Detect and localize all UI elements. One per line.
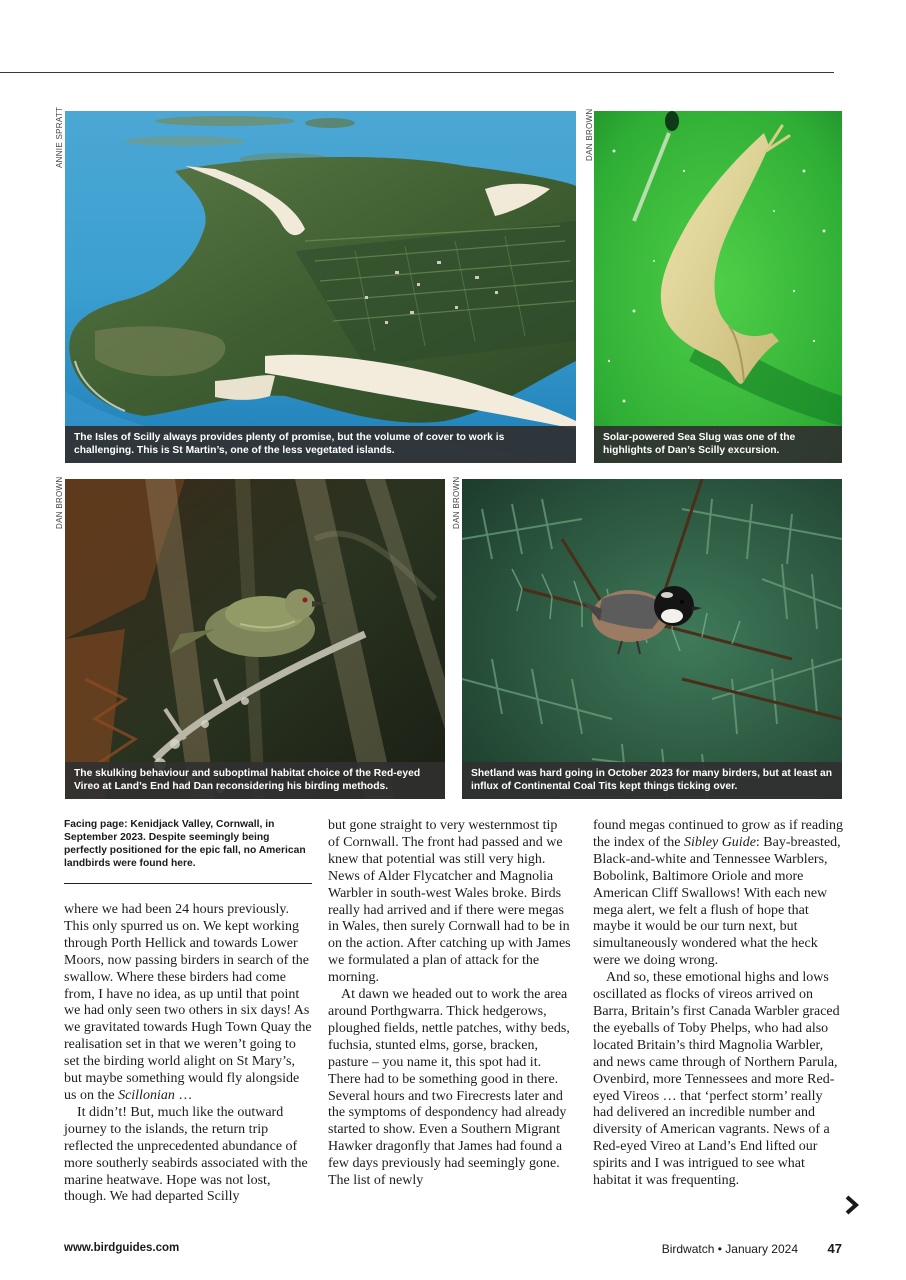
photo-credit-scilly: ANNIE SPRATT	[55, 106, 64, 168]
footer-website: www.birdguides.com	[64, 1242, 180, 1254]
article-column-3	[593, 818, 843, 1190]
article-column-1	[64, 902, 314, 1206]
photo-credit-sea-slug: DAN BROWN	[585, 108, 594, 161]
paragraph: And so, these emotional highs and lows oscillated as flocks of vireos arrived on Barra, Britain’s first Canada Warbler graced the eyeballs of Toby Phelps, who had also located Britain’s third Magnolia Warbler, and news came through of Northern Parula, Ovenbird, more Tennessees and more Red-eyed Vireos … that ‘perfect storm’ really had delivered an incredible number and diversity of American vagrants. News of a Red-eyed Vireo at Land’s End lifted our spirits and I was intrigued to see what habitat it was frequenting.	[593, 970, 840, 1189]
photo-credit-vireo: DAN BROWN	[55, 476, 64, 529]
vireo-photo	[65, 479, 445, 799]
sea-slug-caption: Solar-powered Sea Slug was one of the highlights of Dan’s Scilly excursion.	[594, 426, 842, 463]
paragraph	[64, 902, 314, 1105]
coal-tit-photo	[462, 479, 842, 799]
footer-magazine-issue: Birdwatch • January 2024	[661, 1242, 798, 1256]
paragraph	[593, 818, 843, 970]
paragraph: At dawn we headed out to work the area around Porthgwarra. Thick hedgerows, ploughed fields, nettle patches, withy beds, fuchsia, stunted elms, gorse, bracken, pasture – you name it, this spot had it. There had to be something good in there. Several hours and two Firecrests later and the symptoms of despondency had already started to show. Even a Southern Migrant Hawker dragonfly that James had found a few days previously had seemingly gone. The list of newly	[328, 987, 570, 1189]
vessel-name: Scillonian	[118, 1087, 175, 1103]
scilly-caption: The Isles of Scilly always provides plenty of promise, but the volume of cover to work is challenging. This is St Martin’s, one of the less vegetated islands.	[65, 426, 576, 463]
sea-slug-photo	[594, 111, 842, 463]
scilly-aerial-photo	[65, 111, 576, 463]
paragraph: It didn’t! But, much like the outward journey to the islands, the return trip reflected the unprecedented abundance of more southerly seabirds associated with the marine heatwave. Hope was not lost, though. We had departed Scilly	[64, 1104, 308, 1205]
paragraph: but gone straight to very westernmost tip of Cornwall. The front had passed and we knew that potential was still very high. News of Alder Flycatcher and Magnolia Warbler in south-west Wales broke. Birds really had arrived and if there were megas in Wales, then surely Cornwall had to be in on the action. After catching up with James we formulated a plan of attack for the morning.	[328, 818, 571, 986]
article-column-2	[328, 818, 572, 1190]
chevron-right-icon	[844, 1193, 860, 1217]
photo-credit-coal-tit: DAN BROWN	[452, 476, 461, 529]
text-run: found megas continued to grow as if reading the index of the	[593, 818, 843, 850]
text-run: : Bay-breasted, Black-and-white and Tennessee Warblers, Bobolink, Baltimore Oriole and more American Cliff Swallows! With each new mega alert, we felt a flush of hope that maybe it would be our turn next, but simultaneously wondered what the heck were we doing wrong.	[593, 834, 841, 969]
scilly-aerial-image	[65, 111, 576, 463]
vireo-caption: The skulking behaviour and suboptimal habitat choice of the Red-eyed Vireo at Land’s End had Dan reconsidering his birding methods.	[65, 762, 445, 799]
facing-page-caption: Facing page: Kenidjack Valley, Cornwall, in September 2023. Despite seemingly being perfectly positioned for the epic fall, no American landbirds were found here.	[64, 819, 306, 869]
coal-tit-caption: Shetland was hard going in October 2023 for many birders, but at least an influx of Continental Coal Tits kept things ticking over.	[462, 762, 842, 799]
book-title: Sibley Guide	[683, 834, 756, 850]
text-run: …	[174, 1087, 193, 1103]
coal-tit-image	[462, 479, 842, 799]
vireo-image	[65, 479, 445, 799]
page-number: 47	[827, 1241, 842, 1256]
caption-rule	[64, 883, 312, 884]
text-run: where we had been 24 hours previously. This only spurred us on. We kept working through Porth Hellick and towards Lower Moors, now passing birders in search of the swallow. Where these birders had come from, I have no idea, as up until that point we had only seen two others in six days! As we gravitated towards Hugh Town Quay the realisation set in that we weren’t going to set the birding world alight on St Mary’s, but maybe something would fly alongside us on the	[64, 902, 312, 1103]
sea-slug-image	[594, 111, 842, 463]
header-rule	[0, 72, 834, 73]
